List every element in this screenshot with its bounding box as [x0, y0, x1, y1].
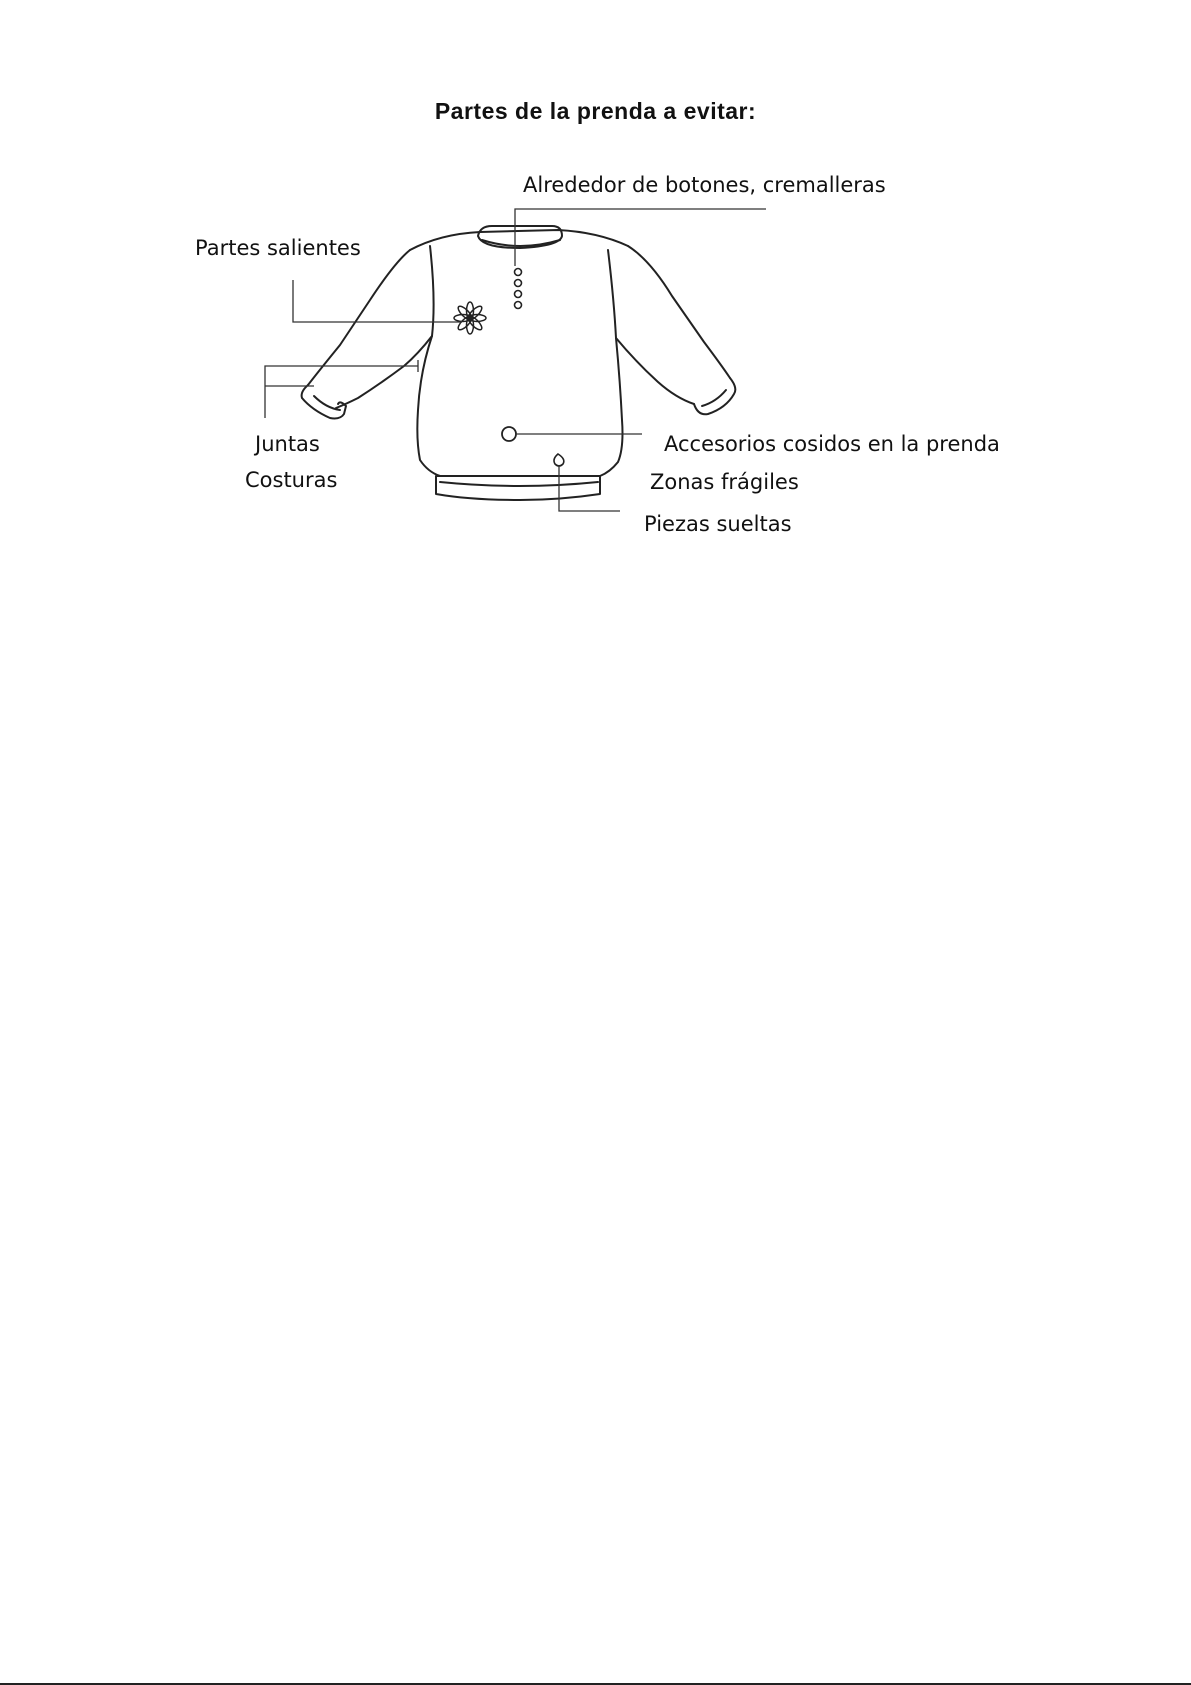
loose-piece-mark: [554, 454, 564, 466]
label-fragile-zones: Zonas frágiles: [650, 470, 799, 494]
label-protruding-parts: Partes salientes: [195, 236, 361, 260]
label-buttons-zippers: Alrededor de botones, cremalleras: [523, 173, 886, 197]
sweater-icon: [302, 226, 736, 500]
page-title: Partes de la prenda a evitar:: [434, 98, 757, 124]
label-seams: Costuras: [245, 468, 338, 492]
label-loose-pieces: Piezas sueltas: [644, 512, 792, 536]
flower-icon: [454, 302, 486, 334]
accessory-mark: [502, 427, 516, 441]
label-sewn-accessories: Accesorios cosidos en la prenda: [664, 432, 1000, 456]
label-joints: Juntas: [255, 432, 320, 456]
button-icon: [515, 269, 522, 309]
